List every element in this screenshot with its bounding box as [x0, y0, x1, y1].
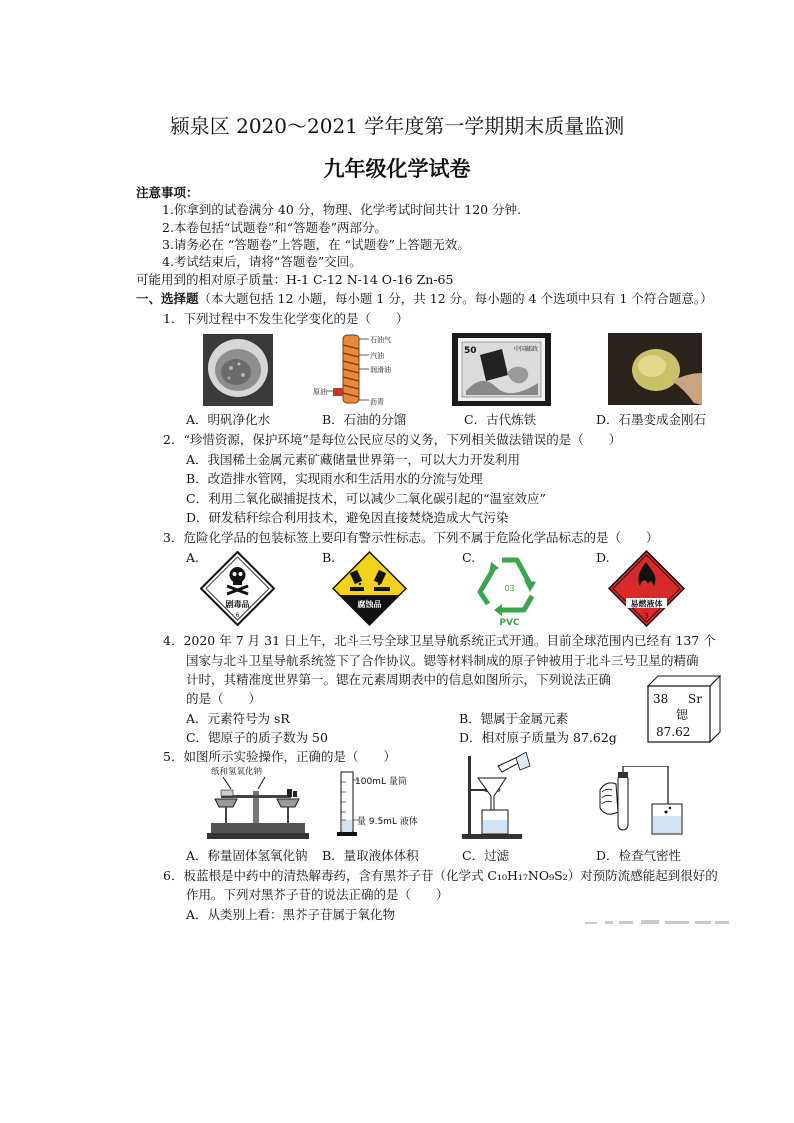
- flammable-liquid-sign: [608, 550, 685, 627]
- q4-option-c[interactable]: C．锶原子的质子数为 50: [186, 730, 328, 745]
- exam-subtitle: 九年级化学试卷: [323, 157, 471, 181]
- frac-label-asphalt: 沥青: [370, 398, 384, 406]
- q2-option-a[interactable]: A．我国稀土金属元素矿藏储量世界第一，可以大力开发利用: [186, 452, 521, 467]
- question-1-stem: 1．下列过程中不发生化学变化的是（ ）: [163, 311, 409, 326]
- q4-option-b[interactable]: B．锶属于金属元素: [459, 711, 569, 726]
- q4-option-d[interactable]: D．相对原子质量为 87.62g: [459, 730, 617, 745]
- graphite-diamond-image: [608, 333, 702, 405]
- sign-b-label: 腐蚀品: [357, 600, 382, 609]
- question-4-line: 计时，其精准度世界第一。锶在元素周期表中的信息如图所示，下列说法正确: [186, 672, 612, 687]
- atomic-masses: 可能用到的相对原子质量：H-1 C-12 N-14 O-16 Zn-65: [136, 272, 454, 287]
- element-symbol: Sr: [688, 692, 702, 706]
- balance-diagram: [203, 763, 309, 841]
- recycle-pvc-sign: [472, 548, 547, 628]
- question-4-line: 的是（ ）: [186, 691, 262, 706]
- alum-water-image: [203, 334, 273, 406]
- stamp-title: 中国邮政: [514, 346, 539, 353]
- q3-option-b[interactable]: B.: [322, 550, 336, 565]
- sign-a-label: 剧毒品: [225, 600, 250, 609]
- corrosive-sign: [332, 551, 407, 626]
- sign-c-number: 03: [504, 584, 515, 593]
- air-tightness-diagram: [596, 766, 696, 838]
- cylinder-label: 100mL 量筒: [355, 777, 407, 787]
- q1-option-c[interactable]: C．古代炼铁: [464, 412, 537, 427]
- frac-label-lube: 润滑油: [370, 366, 391, 374]
- balance-label: 纸和氢氧化钠: [211, 767, 263, 777]
- section-heading: [136, 289, 713, 308]
- sign-d-number: 3: [644, 612, 649, 620]
- sign-c-label: PVC: [499, 618, 520, 628]
- question-6-line: 6．板蓝根是中药中的清热解毒药，含有黑芥子苷（化学式 C₁₀H₁₇NO₉S₂）对预防流感能起到很好的: [163, 868, 718, 883]
- notice-item: 2.本卷包括“试题卷”和“答题卷”两部分。: [162, 220, 387, 235]
- toxic-sign: [200, 551, 275, 626]
- q5-option-d[interactable]: D．检查气密性: [596, 848, 682, 863]
- q3-option-d[interactable]: D.: [596, 550, 610, 565]
- q1-option-d[interactable]: D．石墨变成金刚石: [596, 412, 707, 427]
- question-6-line: 作用。下列对黑芥子苷的说法正确的是（ ）: [186, 887, 449, 902]
- q2-option-b[interactable]: B．改造排水管网，实现雨水和生活用水的分流与处理: [186, 471, 483, 486]
- q2-option-d[interactable]: D．研发秸秆综合利用技术，避免因直接焚烧造成大气污染: [186, 510, 509, 525]
- notice-item: 1.你拿到的试卷满分 40 分，物理、化学考试时间共计 120 分钟.: [162, 202, 522, 217]
- q1-option-b[interactable]: B．石油的分馏: [322, 412, 407, 427]
- question-3-stem: 3．危险化学品的包装标签上要印有警示性标志。下列不属于危险化学品标志的是（ ）: [163, 530, 659, 545]
- element-mass: 87.62: [656, 725, 691, 739]
- section-label: 一、选择题: [136, 291, 199, 306]
- exam-title: 颍泉区 2020～2021 学年度第一学期期末质量监测: [169, 114, 625, 138]
- q2-option-c[interactable]: C．利用二氧化碳捕捉技术，可以减少二氧化碳引起的“温室效应”: [186, 491, 546, 506]
- cylinder-volume-label: 量 9.5mL 液体: [357, 817, 418, 827]
- q4-option-a[interactable]: A．元素符号为 sR: [186, 711, 290, 726]
- q5-option-a[interactable]: A．称量固体氢氧化钠: [186, 848, 308, 863]
- q1-option-a[interactable]: A．明矾净化水: [186, 412, 271, 427]
- filtration-diagram: [462, 752, 532, 840]
- q3-option-a[interactable]: A.: [186, 550, 200, 565]
- question-4-line: 国家与北斗卫星导航系统签下了合作协议。锶等材料制成的原子钟被用于北斗三号卫星的精确: [186, 653, 699, 668]
- section-desc: （本大题包括 12 小题，每小题 1 分，共 12 分。每小题的 4 个选项中只有 1 个符合题意。）: [198, 291, 713, 306]
- graduated-cylinder-diagram: [335, 768, 425, 838]
- question-2-stem: 2．“珍惜资源，保护环境”是每位公民应尽的义务，下列相关做法错误的是（ ）: [163, 432, 622, 447]
- element-number: 38: [653, 692, 669, 706]
- scan-artifact: [585, 912, 735, 920]
- q5-option-c[interactable]: C．过滤: [462, 848, 510, 863]
- question-4-line: 4．2020 年 7 月 31 日上午，北斗三号全球卫星导航系统正式开通。目前全球范围内已经有 137 个: [163, 633, 716, 648]
- notice-item: 3.请务必在 “答题卷”上答题，在 “试题卷”上答题无效。: [162, 237, 470, 252]
- element-card-sr: [646, 674, 722, 744]
- frac-label-gasoline: 汽油: [370, 352, 384, 360]
- element-name: 锶: [676, 708, 689, 722]
- question-5-stem: 5．如图所示实验操作，正确的是（ ）: [163, 749, 396, 764]
- oil-fractionation-diagram: [313, 333, 408, 409]
- notice-heading: 注意事项：: [136, 185, 199, 200]
- q5-option-b[interactable]: B．量取液体体积: [322, 848, 419, 863]
- frac-label-gas: 石油气: [370, 336, 391, 344]
- iron-smelting-stamp-image: [452, 333, 551, 406]
- sign-a-number: 6: [235, 612, 240, 619]
- q6-option-a[interactable]: A．从类别上看：黑芥子苷属于氧化物: [186, 907, 396, 922]
- frac-label-crude: 原油: [313, 388, 327, 396]
- stamp-value: 50: [464, 346, 477, 356]
- q3-option-c[interactable]: C.: [462, 550, 476, 565]
- notice-item: 4.考试结束后，请将“答题卷”交回。: [162, 254, 362, 269]
- sign-d-label: 易燃液体: [630, 599, 663, 609]
